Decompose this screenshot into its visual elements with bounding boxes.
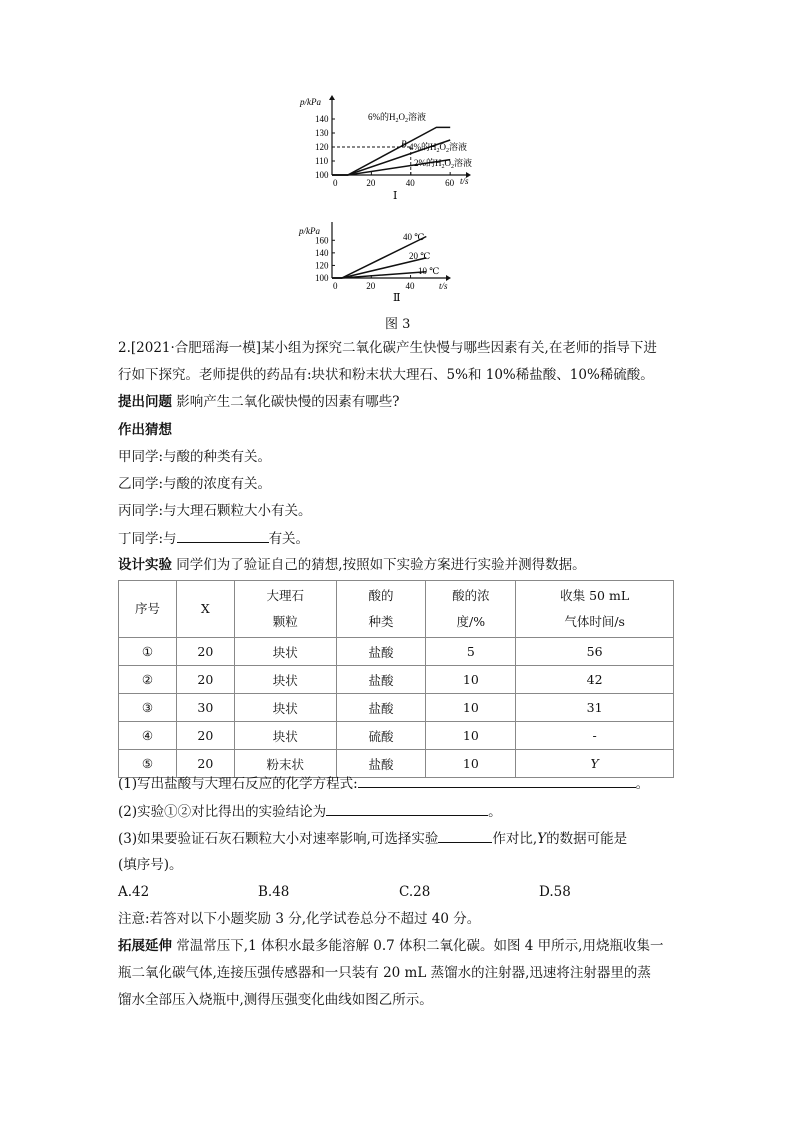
guess-title: 作出猜想: [118, 422, 172, 438]
table-row: [119, 722, 674, 750]
table-header-text: 大理石: [266, 588, 304, 603]
chart1-series-label-6pct: 6%的$H_2O_2$溶液: [368, 112, 427, 124]
chart2-panel-label: Ⅱ: [393, 292, 401, 304]
sub-question-3: [118, 829, 627, 848]
sub-question-1: [118, 774, 649, 793]
x-tick-label: 0: [333, 178, 338, 188]
table-header-text: 收集 50 mL: [560, 588, 630, 603]
sub-question-3-post: 的数据可能是: [546, 831, 628, 847]
extension-line-3: 馏水全部压入烧瓶中,测得压强变化曲线如图乙所示。: [118, 992, 433, 1008]
design-text: 同学们为了验证自己的猜想,按照如下实验方案进行实验并测得数据。: [172, 557, 586, 573]
y-tick-label: 130: [315, 128, 329, 138]
option-c[interactable]: C.28: [399, 884, 431, 900]
guess-d-answer-blank[interactable]: [177, 529, 269, 543]
sub-question-2-text: (2)实验①②对比得出的实验结论为: [118, 804, 327, 820]
table-cell-acid-conc: 10: [426, 722, 516, 750]
extension-title: 拓展延伸: [118, 938, 172, 954]
x-tick-label: 60: [445, 178, 455, 188]
option-a[interactable]: A.42: [118, 884, 150, 900]
guess-d: [118, 529, 309, 548]
sub-question-1-end: 。: [635, 776, 650, 792]
equation-answer-blank[interactable]: [358, 774, 636, 788]
guess-a: 甲同学:与酸的种类有关。: [118, 449, 272, 465]
table-header-text: X: [200, 601, 210, 616]
table-cell-collect-time: -: [516, 722, 674, 750]
chart2-series-label-10c: 10 ℃: [418, 266, 440, 276]
y-tick-label: 160: [315, 235, 329, 246]
chart2-series-label-40c: 40 ℃: [403, 232, 425, 242]
y-tick-label: 140: [315, 114, 329, 124]
pressure-chart-concentration: [292, 95, 512, 205]
sub-question-3-mid: 作对比,: [492, 831, 538, 847]
extension-text-1: 常温常压下,1 体积水最多能溶解 0.7 体积二氧化碳。如图 4 甲所示,用烧瓶收集一: [172, 938, 664, 954]
x-tick-label: 40: [405, 178, 415, 188]
guess-c: 丙同学:与大理石颗粒大小有关。: [118, 503, 312, 519]
table-cell-particle: 块状: [234, 666, 336, 694]
table-cell-x: 20: [176, 722, 234, 750]
table-cell-particle: 块状: [234, 638, 336, 666]
table-header-text: 气体时间/s: [564, 614, 625, 629]
option-b[interactable]: B.48: [258, 884, 290, 900]
y-tick-label: 120: [315, 142, 329, 152]
chart1-ylabel: p/kPa: [300, 97, 321, 107]
question-intro-line-2: 行如下探究。老师提供的药品有:块状和粉末状大理石、5%和 10%稀盐酸、10%稀硫酸。: [118, 367, 654, 383]
table-cell-serial: ④: [119, 722, 177, 750]
table-cell-collect-time: 31: [516, 694, 674, 722]
table-row: [119, 638, 674, 666]
y-tick-label: 120: [315, 260, 329, 271]
x-tick-label: 20: [366, 178, 376, 188]
series-line-2: [332, 272, 426, 278]
table-cell-acid-type: 盐酸: [336, 694, 426, 722]
table-cell-acid-conc: 5: [426, 638, 516, 666]
table-header-x: [176, 581, 234, 638]
table-cell-serial: ③: [119, 694, 177, 722]
guess-d-prefix: 丁同学:与: [118, 531, 177, 547]
table-header-serial: [119, 581, 177, 638]
table-cell-particle: 块状: [234, 722, 336, 750]
table-cell-particle: 粉末状: [234, 750, 336, 778]
table-row: [119, 666, 674, 694]
ask-question-line: [118, 393, 400, 411]
x-tick-label: 20: [366, 281, 376, 291]
sub-question-2-end: 。: [488, 804, 502, 820]
x-tick-label: 40: [405, 281, 415, 291]
chart1-series-label-2pct: 2%的$H_2O_2$溶液: [414, 158, 473, 170]
table-cell-x: 30: [176, 694, 234, 722]
y-tick-label: 110: [315, 156, 329, 166]
experiment-choice-blank[interactable]: [438, 829, 492, 843]
variable-y: Y: [537, 831, 547, 847]
table-header-collect-time: [516, 581, 674, 638]
figure-caption: 图 3: [385, 317, 411, 332]
table-header-particle: [234, 581, 336, 638]
ask-question-title: 提出问题: [118, 394, 172, 410]
pressure-chart-temperature: [292, 222, 512, 304]
guess-b: 乙同学:与酸的浓度有关。: [118, 476, 272, 492]
bonus-note: 注意:若答对以下小题奖励 3 分,化学试卷总分不超过 40 分。: [118, 911, 481, 927]
chart1-panel-label: Ⅰ: [393, 190, 398, 202]
table-header-text: 序号: [134, 601, 160, 616]
conclusion-answer-blank[interactable]: [326, 802, 488, 816]
table-cell-collect-time: 56: [516, 638, 674, 666]
table-cell-collect-time: 42: [516, 666, 674, 694]
design-line: [118, 556, 586, 574]
question-intro-line-1: 2.[2021·合肥瑶海一模]某小组为探究二氧化碳产生快慢与哪些因素有关,在老师的指导下进: [118, 340, 657, 356]
table-cell-acid-type: 盐酸: [336, 750, 426, 778]
y-tick-label: 100: [315, 273, 329, 283]
table-cell-serial: ⑤: [119, 750, 177, 778]
chart2-ylabel: p/kPa: [299, 226, 320, 236]
sub-question-1-text: (1)写出盐酸与大理石反应的化学方程式:: [118, 776, 358, 792]
option-d[interactable]: D.58: [539, 884, 571, 900]
table-header-row: [119, 581, 674, 638]
ask-question-text: 影响产生二氧化碳快慢的因素有哪些?: [172, 394, 400, 410]
table-cell-acid-conc: 10: [426, 750, 516, 778]
table-header-acid-type: [336, 581, 426, 638]
table-cell-serial: ②: [119, 666, 177, 694]
chart1-xlabel: t/s: [460, 176, 469, 186]
design-title: 设计实验: [118, 557, 172, 573]
y-tick-label: 100: [315, 170, 329, 180]
chart1-series-label-4pct: 4%的$H_2O_2$溶液: [409, 142, 468, 154]
table-cell-collect-time: Y: [516, 750, 674, 778]
sub-question-2: [118, 802, 502, 821]
chart2-xlabel: t/s: [439, 281, 448, 291]
table-cell-particle: 块状: [234, 694, 336, 722]
table-header-text: 度/%: [456, 614, 486, 629]
table-header-text: 酸的: [368, 588, 394, 603]
table-row: [119, 694, 674, 722]
extension-line-1: [118, 937, 663, 955]
table-header-text: 种类: [368, 614, 394, 629]
table-cell-acid-type: 盐酸: [336, 638, 426, 666]
table-header-text: 酸的浓: [452, 588, 490, 603]
table-cell-serial: ①: [119, 638, 177, 666]
sub-question-3-line-2: (填序号)。: [118, 857, 183, 873]
x-tick-label: 0: [333, 281, 338, 291]
table-cell-acid-type: 盐酸: [336, 666, 426, 694]
extension-line-2: 瓶二氧化碳气体,连接压强传感器和一只装有 20 mL 蒸馏水的注射器,迅速将注射器里的蒸: [118, 965, 651, 981]
table-cell-x: 20: [176, 666, 234, 694]
table-cell-acid-type: 硫酸: [336, 722, 426, 750]
sub-question-3-text: (3)如果要验证石灰石颗粒大小对速率影响,可选择实验: [118, 831, 439, 847]
table-header-acid-conc: [426, 581, 516, 638]
chart1-point-label: B: [401, 139, 407, 149]
experiment-table: [118, 580, 674, 778]
guess-d-suffix: 有关。: [268, 531, 310, 547]
table-cell-acid-conc: 10: [426, 666, 516, 694]
chart2-series-label-20c: 20 ℃: [409, 251, 431, 261]
table-cell-x: 20: [176, 638, 234, 666]
table-cell-acid-conc: 10: [426, 694, 516, 722]
table-cell-x: 20: [176, 750, 234, 778]
table-header-text: 颗粒: [272, 614, 298, 629]
y-axis-arrow: [329, 95, 335, 100]
y-tick-label: 140: [315, 247, 329, 258]
